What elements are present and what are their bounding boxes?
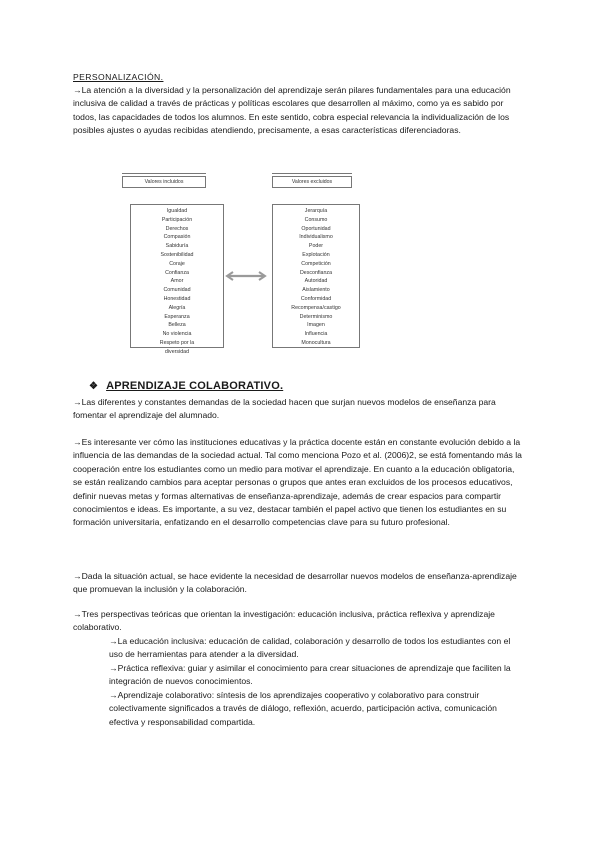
value-item: Determinismo — [299, 313, 333, 320]
paragraph-4: →Tres perspectivas teóricas que orientan la investigación: educación inclusiva, práctica reflexiva y aprendizaje colaborativo. — [73, 609, 495, 633]
value-item: Poder — [308, 243, 324, 250]
excluded-values-box — [272, 204, 360, 348]
paragraph-1: →Las diferentes y constantes demandas de la sociedad hacen que surjan nuevos modelos de enseñanza para fomentar el aprendizaje del alumnado. — [73, 397, 496, 421]
value-item: Participación — [161, 216, 193, 223]
included-values-title: Valores incluidos — [122, 176, 206, 188]
section-title-aprendizaje: APRENDIZAJE COLABORATIVO. — [106, 380, 284, 392]
value-item: Esperanza — [164, 313, 190, 320]
value-item: Individualismo — [299, 234, 333, 241]
value-item: Explotación — [302, 251, 330, 258]
value-item: Autoridad — [304, 278, 328, 285]
value-item: Honestidad — [163, 295, 191, 302]
value-item: Respeto por la — [159, 339, 195, 346]
double-arrow-icon — [224, 270, 268, 282]
included-values-box — [130, 204, 224, 355]
included-values-list — [131, 205, 223, 357]
paragraph-3: →Dada la situación actual, se hace evidente la necesidad de desarrollar nuevos modelos de enseñanza-aprendizaje que promuevan la inclusión y la colaboración. — [73, 571, 517, 595]
value-item: No violencia — [162, 331, 192, 338]
value-item: Aislamiento — [302, 287, 330, 294]
values-diagram — [122, 170, 362, 355]
value-item: Jerarquía — [304, 208, 328, 214]
excluded-values-title: Valores excluidos — [272, 176, 352, 188]
value-item: Sostenibilidad — [160, 251, 194, 258]
value-item: Monocultura — [301, 339, 331, 346]
value-item: Amor — [170, 278, 184, 285]
paragraph-7: →Aprendizaje colaborativo: síntesis de los aprendizajes cooperativo y colaborativo para construir colectivamente significados a través de diálogo, reflexión, acuerdo, participación activa, comunicación efectiva y responsabilidad compartida. — [109, 690, 497, 727]
value-item: Recompensa/castigo — [291, 304, 341, 311]
value-item: Desconfianza — [299, 269, 333, 276]
value-item: Sabiduría — [165, 243, 189, 250]
value-item: Conformidad — [300, 295, 332, 302]
section-title-personalizacion: PERSONALIZACIÓN. — [73, 72, 164, 82]
value-item: Coraje — [169, 260, 185, 267]
paragraph-5: →La educación inclusiva: educación de calidad, colaboración y desarrollo de todos los estudiantes con el uso de herramientas para atender a la diversidad. — [109, 636, 511, 660]
value-item: Igualdad — [166, 208, 188, 214]
value-item: Belleza — [168, 322, 186, 329]
value-item: Consumo — [304, 216, 328, 223]
value-item: Derechos — [165, 225, 189, 232]
paragraph-2: →Es interesante ver cómo las instituciones educativas y la práctica docente están en constante evolución debido a la influencia de las demandas de la sociedad actual. Tal como menciona Pozo et al. (2006)2, se está fomentando más la cooperación entre los estudiantes como un medio para motivar el aprendizaje. En cuanto a la educación obligatoria, se están realizando cambios para aceptar personas o grupos que antes eran excluidos de los procesos educativos, definir nuevas metas y formas alternativas de enseñanza-aprendizaje, además de crear espacios para compartir conocimientos e ideas. Es importante, a su vez, destacar también el papel activo que tienen los estudiantes en su formación universitaria, enfatizando en el desarrollo competencias clave para su futuro profesional. — [73, 437, 522, 528]
excluded-values-list — [273, 205, 359, 348]
value-item: Comunidad — [163, 287, 191, 294]
value-item: Alegría — [168, 304, 186, 311]
paragraph-personalizacion: →La atención a la diversidad y la personalización del aprendizaje serán pilares fundamentales para una educación inclusiva de calidad a través de prácticas y políticas escolares que desarrollen al máximo, como ya es sabido por todos, las capacidades de todos los alumnos. En este sentido, cobra especial relevancia la individualización de los posibles ajustes o ayudas recibidas atendiendo, precisamente, a esas características diferenciadoras. — [73, 85, 511, 136]
value-item: Confianza — [165, 269, 189, 276]
value-item: Influencia — [304, 331, 328, 338]
value-item: Compasión — [163, 234, 191, 241]
value-item: Imagen — [307, 322, 325, 329]
value-item: Oportunidad — [301, 225, 331, 232]
value-item: diversidad — [164, 348, 190, 355]
value-item: Competición — [301, 260, 331, 267]
paragraph-6: →Práctica reflexiva: guiar y asimilar el conocimiento para crear situaciones de aprendizaje que faciliten la integración de nuevos conocimientos. — [109, 663, 511, 687]
section-heading-aprendizaje — [89, 380, 283, 392]
diamond-bullet-icon: ❖ — [89, 381, 98, 392]
